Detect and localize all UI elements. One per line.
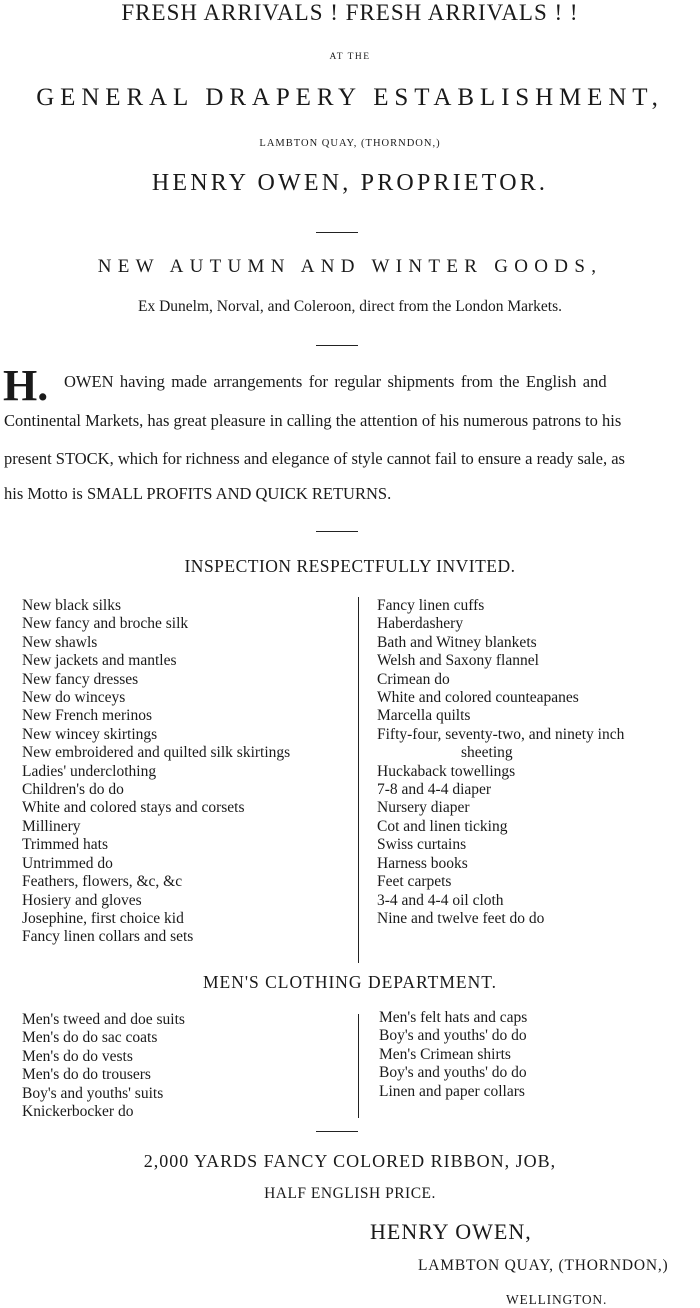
list-item: New fancy dresses bbox=[22, 670, 139, 688]
list-item: New shawls bbox=[22, 633, 98, 651]
drop-cap-initial: H. bbox=[3, 361, 49, 410]
list-item: White and colored stays and corsets bbox=[22, 799, 245, 817]
list-item: Crimean do bbox=[377, 670, 450, 688]
inspection-heading: INSPECTION RESPECTFULLY INVITED. bbox=[184, 556, 516, 576]
list-item: Millinery bbox=[22, 817, 81, 835]
list-item: Marcella quilts bbox=[377, 707, 471, 725]
list-item: Trimmed hats bbox=[22, 836, 108, 854]
establishment-title: GENERAL DRAPERY ESTABLISHMENT, bbox=[36, 84, 664, 111]
list-item: Bath and Witney blankets bbox=[377, 633, 537, 651]
at-the-label: AT THE bbox=[329, 52, 371, 62]
inspection-right-list bbox=[377, 597, 624, 928]
goods-subtitle: Ex Dunelm, Norval, and Coleroon, direct from the London Markets. bbox=[138, 298, 562, 315]
list-item: New black silks bbox=[22, 597, 122, 614]
divider-2 bbox=[316, 345, 358, 346]
list-item: Haberdashery bbox=[377, 615, 464, 633]
divider-3 bbox=[316, 531, 358, 532]
list-item: Josephine, first choice kid bbox=[22, 909, 184, 927]
list-item: Feet carpets bbox=[377, 873, 452, 891]
list-item: New do winceys bbox=[22, 689, 126, 707]
list-item: Boy's and youths' do do bbox=[379, 1027, 527, 1045]
list-item: Men's do do trousers bbox=[22, 1066, 151, 1084]
list-item: 3-4 and 4-4 oil cloth bbox=[377, 891, 504, 909]
list-item: Harness books bbox=[377, 854, 468, 872]
list-item: Nursery diaper bbox=[377, 799, 470, 817]
mens-left-list bbox=[22, 1011, 185, 1121]
list-item: 7-8 and 4-4 diaper bbox=[377, 781, 492, 799]
list-item: Fancy linen collars and sets bbox=[22, 928, 194, 946]
list-item: Swiss curtains bbox=[377, 836, 467, 854]
list-item: Nine and twelve feet do do bbox=[377, 909, 545, 927]
list-item: Men's do do vests bbox=[22, 1047, 133, 1065]
proprietor-line: HENRY OWEN, PROPRIETOR. bbox=[151, 170, 549, 196]
list-item: Men's Crimean shirts bbox=[379, 1045, 511, 1063]
list-item: New wincey skirtings bbox=[22, 725, 158, 743]
list-item: Welsh and Saxony flannel bbox=[377, 652, 539, 670]
list-item: Men's felt hats and caps bbox=[379, 1009, 528, 1026]
header-address: LAMBTON QUAY, (THORNDON,) bbox=[259, 138, 441, 149]
divider-1 bbox=[316, 232, 358, 233]
notice-line-3: present STOCK, which for richness and elegance of style cannot fail to ensure a ready sale, as bbox=[4, 449, 625, 468]
list-item: Cot and linen ticking bbox=[377, 817, 508, 835]
list-item: Boy's and youths' do do bbox=[379, 1064, 527, 1082]
list-item: Men's tweed and doe suits bbox=[22, 1011, 185, 1028]
divider-4 bbox=[316, 1131, 358, 1132]
list-item: New embroidered and quilted silk skirtings bbox=[22, 744, 291, 762]
list-item: New fancy and broche silk bbox=[22, 615, 189, 633]
ribbon-offer: 2,000 YARDS FANCY COLORED RIBBON, JOB, bbox=[143, 1151, 557, 1171]
notice-line-4: his Motto is SMALL PROFITS AND QUICK RETURNS. bbox=[4, 484, 392, 503]
list-item: Men's do do sac coats bbox=[22, 1029, 158, 1047]
signature-name: HENRY OWEN, bbox=[370, 1219, 532, 1244]
list-item: Feathers, flowers, &c, &c bbox=[22, 873, 183, 891]
list-item: Boy's and youths' suits bbox=[22, 1084, 164, 1102]
signature-address: LAMBTON QUAY, (THORNDON,) bbox=[418, 1257, 669, 1274]
ribbon-price: HALF ENGLISH PRICE. bbox=[264, 1185, 436, 1202]
list-item: Linen and paper collars bbox=[379, 1082, 525, 1100]
list-item: New French merinos bbox=[22, 707, 152, 725]
list-item: Knickerbocker do bbox=[22, 1103, 134, 1121]
list-item: Ladies' underclothing bbox=[22, 762, 157, 780]
list-item: sheeting bbox=[461, 744, 513, 762]
list-item: Huckaback towellings bbox=[377, 762, 516, 780]
headline-fresh-arrivals: FRESH ARRIVALS ! FRESH ARRIVALS ! ! bbox=[121, 0, 579, 25]
mens-right-list bbox=[379, 1009, 527, 1101]
list-item: Hosiery and gloves bbox=[22, 891, 142, 909]
inspection-column-divider bbox=[358, 597, 359, 963]
list-item: White and colored counteapanes bbox=[377, 689, 579, 707]
mens-heading: MEN'S CLOTHING DEPARTMENT. bbox=[202, 972, 497, 992]
inspection-left-list bbox=[22, 597, 290, 947]
list-item: New jackets and mantles bbox=[22, 652, 177, 670]
list-item: Children's do do bbox=[22, 781, 124, 799]
notice-line-2: Continental Markets, has great pleasure in calling the attention of his numerous patrons to his bbox=[4, 411, 622, 430]
list-item: Untrimmed do bbox=[22, 854, 113, 872]
list-item: Fifty-four, seventy-two, and ninety inch bbox=[377, 725, 625, 743]
mens-column-divider bbox=[358, 1014, 359, 1118]
list-item: Fancy linen cuffs bbox=[377, 597, 485, 614]
goods-title: NEW AUTUMN AND WINTER GOODS, bbox=[97, 256, 603, 277]
notice-line-1: OWEN having made arrangements for regular shipments from the English and bbox=[64, 372, 607, 391]
signature-city: WELLINGTON. bbox=[506, 1292, 608, 1307]
